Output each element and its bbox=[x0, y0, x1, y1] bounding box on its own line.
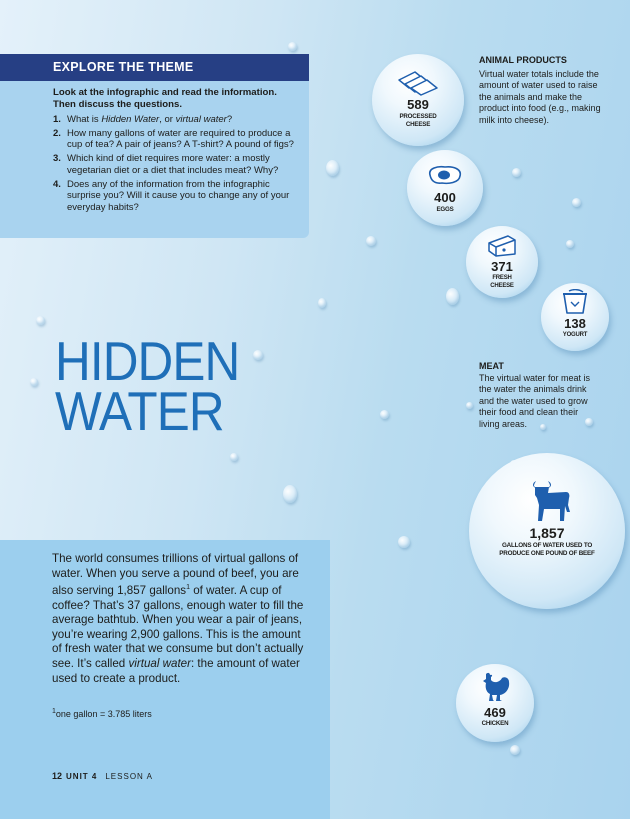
question-text: Which kind of diet requires more water: a mostly vegetarian diet or a diet that includes meat? Why? bbox=[67, 153, 279, 176]
title-line-2: WATER bbox=[55, 380, 224, 442]
water-drop bbox=[466, 402, 473, 409]
yogurt-cup-icon bbox=[561, 289, 589, 315]
chicken-icon bbox=[478, 670, 512, 704]
water-drop bbox=[380, 410, 389, 419]
question-emphasis: Hidden Water bbox=[101, 114, 160, 125]
footnote-marker: 1 bbox=[186, 584, 190, 592]
intro-emphasis: virtual water bbox=[128, 657, 191, 671]
item-label: GALLONS OF WATER USED TO PRODUCE ONE POUND OF BEEF bbox=[499, 542, 595, 558]
item-value: 138 bbox=[564, 316, 586, 331]
animal-products-heading: ANIMAL PRODUCTS bbox=[479, 55, 567, 65]
item-value: 400 bbox=[434, 190, 456, 205]
water-drop bbox=[230, 453, 238, 461]
item-label: YOGURT bbox=[562, 332, 588, 338]
question-list bbox=[53, 114, 299, 214]
water-drop bbox=[446, 288, 459, 305]
footnote-text: one gallon = 3.785 liters bbox=[55, 709, 152, 719]
explore-header: EXPLORE THE THEME bbox=[0, 54, 309, 81]
water-drop bbox=[572, 198, 581, 207]
page-title bbox=[55, 330, 240, 442]
meat-heading: MEAT bbox=[479, 361, 504, 371]
question-text: What is bbox=[67, 114, 102, 125]
intro-text-part: The world consumes trillions of virtual gallons of water. When you serve a pound of beef, you are also serving 1,857 gallons bbox=[52, 552, 299, 598]
animal-products-text: Virtual water totals include the amount of water used to raise the animals and make the product into food (e.g., making milk into cheese). bbox=[479, 69, 601, 125]
water-drop bbox=[30, 378, 38, 386]
page-footer bbox=[52, 771, 153, 781]
item-value: 469 bbox=[484, 705, 506, 720]
meat-text: The virtual water for meat is the water the animals drink and the water used to grow their food and clean their living areas. bbox=[479, 373, 591, 429]
explore-instructions: Look at the infographic and read the information. Then discuss the questions. bbox=[53, 87, 277, 110]
bubble-chicken bbox=[456, 664, 534, 742]
bubble-processed-cheese bbox=[372, 54, 464, 146]
water-drop bbox=[283, 485, 297, 503]
question-item bbox=[53, 128, 299, 151]
item-label: PROCESSED CHEESE bbox=[399, 113, 437, 128]
question-item bbox=[53, 114, 299, 126]
question-number: 3. bbox=[53, 153, 61, 165]
water-drop bbox=[510, 745, 520, 755]
water-drop bbox=[318, 298, 326, 308]
item-label: EGGS bbox=[436, 206, 454, 213]
bubble-beef bbox=[469, 453, 625, 609]
question-text: ? bbox=[226, 114, 233, 125]
question-text: Does any of the information from the infographic surprise you? Will it cause you to change any of your everyday habits? bbox=[67, 178, 290, 213]
water-drop bbox=[398, 536, 410, 548]
item-label: CHICKEN bbox=[481, 720, 509, 727]
intro-box bbox=[0, 540, 330, 819]
intro-text-part: : the amount of water used to create a product. bbox=[52, 657, 300, 685]
item-value: 1,857 bbox=[529, 525, 565, 541]
question-number: 2. bbox=[53, 127, 61, 139]
question-emphasis: virtual water bbox=[175, 114, 227, 125]
water-drop bbox=[326, 160, 339, 176]
page-number: 12 bbox=[52, 771, 63, 781]
cheese-slices-icon bbox=[395, 70, 441, 96]
water-drop bbox=[253, 350, 263, 360]
question-text: , or bbox=[159, 114, 176, 125]
question-number: 1. bbox=[53, 114, 61, 125]
question-number: 4. bbox=[53, 178, 61, 190]
unit-label: UNIT 4 bbox=[66, 772, 98, 781]
footnote-marker: 1 bbox=[52, 708, 56, 715]
question-item bbox=[53, 179, 299, 214]
footnote bbox=[52, 708, 152, 719]
explore-the-theme-box bbox=[0, 54, 309, 238]
lesson-label: LESSON A bbox=[105, 772, 153, 781]
intro-text-part: of water. A cup of coffee? That’s 37 gallons, enough water to fill the average bathtub. When you wear a pair of jeans, you’re wearing 2,900 gallons. This is the amount of fresh water that we consume but don’t actually see. It’s called bbox=[52, 584, 304, 671]
item-value: 589 bbox=[407, 97, 429, 112]
bubble-yogurt bbox=[541, 283, 609, 351]
bubble-eggs bbox=[407, 150, 483, 226]
water-drop bbox=[288, 42, 297, 51]
water-drop bbox=[366, 236, 376, 246]
bull-icon bbox=[522, 479, 572, 523]
item-value: 371 bbox=[491, 259, 513, 274]
question-text: How many gallons of water are required to produce a cup of tea? A pair of jeans? A T-shirt? A pound of figs? bbox=[67, 127, 294, 151]
cheese-wedge-icon bbox=[486, 234, 518, 258]
water-drop bbox=[512, 168, 521, 177]
question-item bbox=[53, 153, 299, 176]
water-drop bbox=[566, 240, 574, 248]
fried-egg-icon bbox=[426, 164, 464, 186]
title-line-1: HIDDEN bbox=[55, 330, 240, 392]
intro-paragraph bbox=[52, 552, 312, 686]
item-label: FRESH CHEESE bbox=[490, 275, 514, 289]
bubble-fresh-cheese bbox=[466, 226, 538, 298]
water-drop bbox=[36, 316, 45, 325]
